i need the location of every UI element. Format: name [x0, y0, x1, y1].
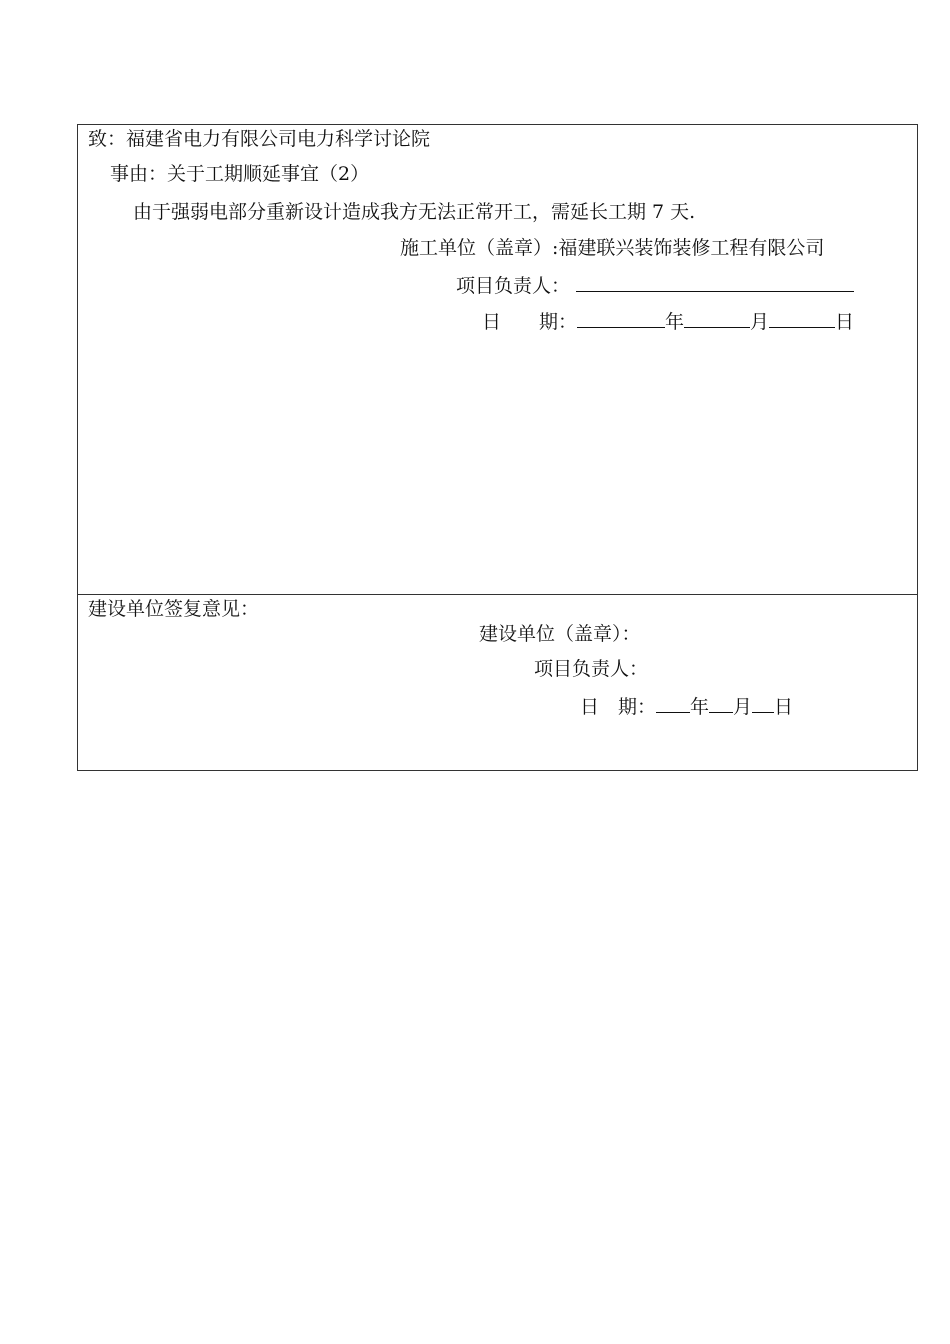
owner-day-blank[interactable]	[752, 694, 774, 713]
opinion-label: 建设单位签复意见：	[88, 598, 260, 620]
owner-day-label: 日	[774, 696, 794, 718]
manager-label: 项目负责人：	[456, 275, 571, 297]
form-table	[77, 124, 918, 771]
addressee: 致：福建省电力有限公司电力科学讨论院	[88, 128, 431, 150]
owner-month-blank[interactable]	[709, 694, 733, 713]
contractor-label: 施工单位（盖章）:	[400, 237, 559, 259]
owner-manager-label: 项目负责人：	[534, 658, 649, 680]
day-label: 日	[835, 311, 855, 333]
owner-year-blank[interactable]	[656, 694, 690, 713]
month-label: 月	[750, 311, 770, 333]
contractor-name: 福建联兴装饰装修工程有限公司	[558, 237, 825, 259]
year-blank[interactable]	[577, 309, 665, 328]
contractor-line	[400, 236, 824, 260]
year-label: 年	[665, 311, 685, 333]
owner-year-label: 年	[690, 696, 710, 718]
date-line	[482, 309, 854, 334]
body-text: 由于强弱电部分重新设计造成我方无法正常开工，需延长工期 7 天.	[133, 201, 696, 223]
owner-month-label: 月	[733, 696, 753, 718]
owner-date-label: 日 期：	[580, 696, 657, 718]
owner-date-line	[580, 694, 793, 719]
section-divider	[78, 594, 917, 595]
day-blank[interactable]	[769, 309, 835, 328]
subject: 事由：关于工期顺延事宜（2）	[110, 163, 370, 185]
owner-unit-label: 建设单位（盖章）：	[479, 623, 641, 645]
manager-signature-blank[interactable]	[576, 273, 854, 292]
date-label: 日 期：	[482, 311, 578, 333]
month-blank[interactable]	[684, 309, 750, 328]
manager-line	[456, 273, 854, 298]
